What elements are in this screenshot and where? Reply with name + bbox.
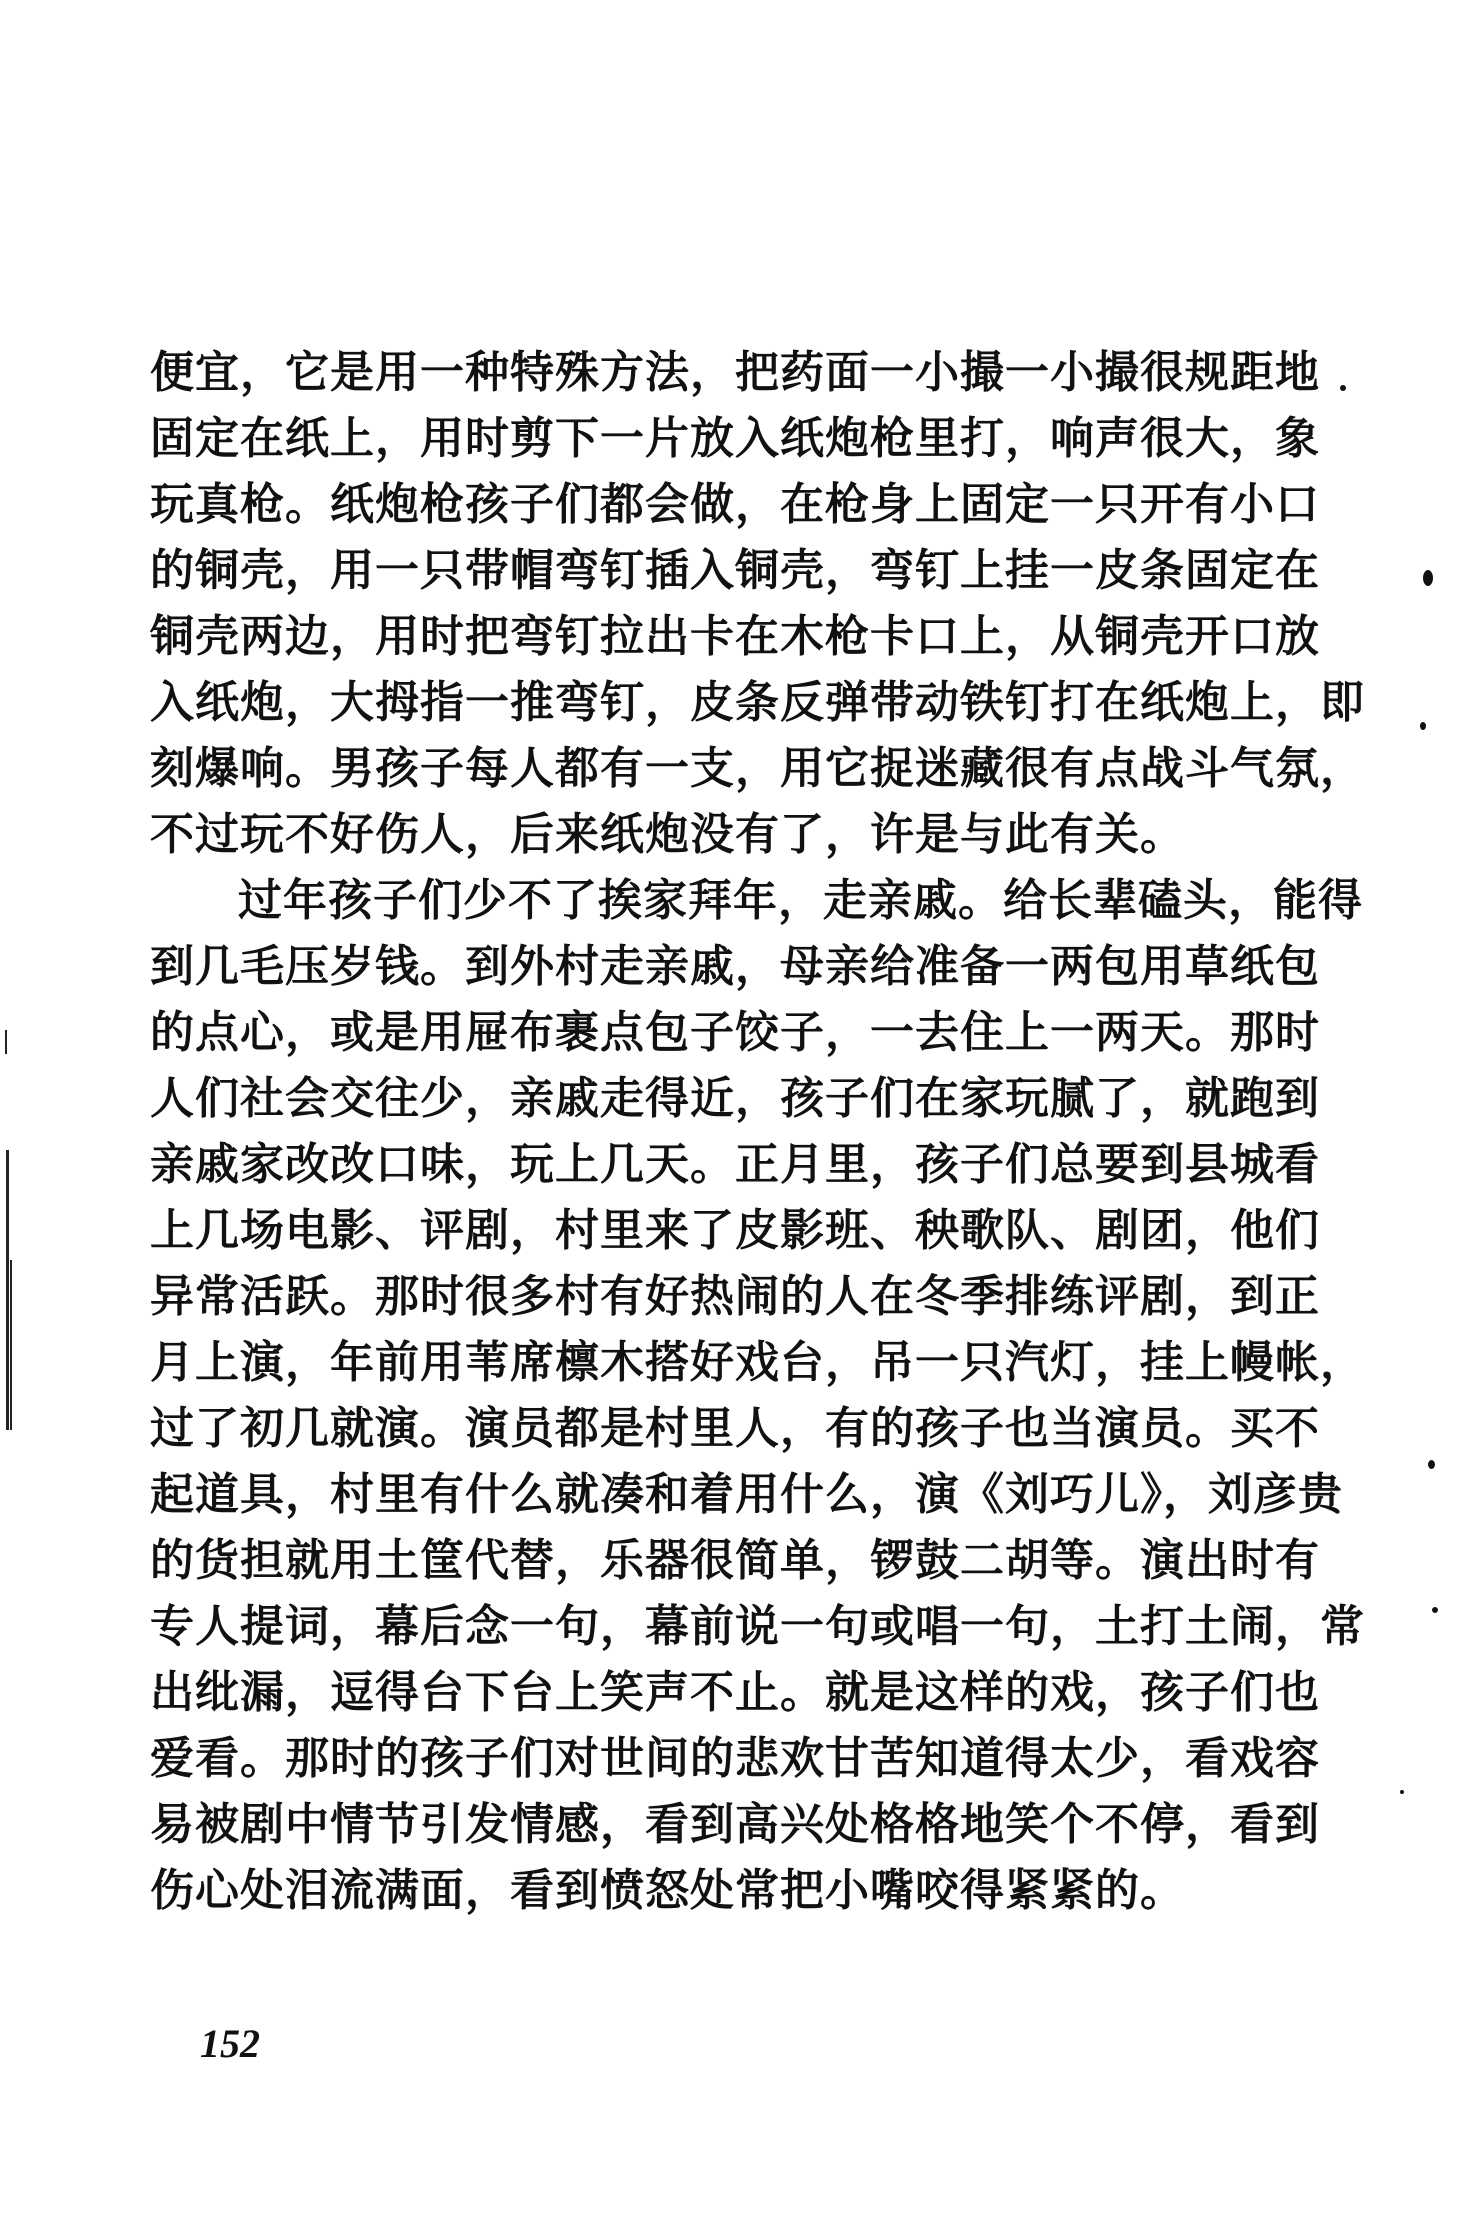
text-line: 刻爆响。男孩子每人都有一支，用它捉迷藏很有点战斗气氛，	[150, 743, 1365, 794]
text-line: 便宜，它是用一种特殊方法，把药面一小撮一小撮很规距地	[150, 347, 1320, 398]
text-line: 伤心处泪流满面，看到愤怒处常把小嘴咬得紧紧的。	[150, 1865, 1185, 1916]
text-line: 到几毛压岁钱。到外村走亲戚，母亲给准备一两包用草纸包	[150, 941, 1320, 992]
text-line: 过了初几就演。演员都是村里人，有的孩子也当演员。买不	[150, 1403, 1320, 1454]
text-line: 异常活跃。那时很多村有好热闹的人在冬季排练评剧，到正	[150, 1271, 1320, 1322]
scan-speck	[1420, 722, 1426, 730]
text-line: 铜壳两边，用时把弯钉拉出卡在木枪卡口上，从铜壳开口放	[150, 611, 1320, 662]
text-line: 亲戚家改改口味，玩上几天。正月里，孩子们总要到县城看	[150, 1139, 1320, 1190]
text-line: 专人提词，幕后念一句，幕前说一句或唱一句，土打土闹，常	[150, 1601, 1365, 1652]
text-line: 的点心，或是用屉布裹点包子饺子，一去住上一两天。那时	[150, 1007, 1320, 1058]
text-line: 入纸炮，大拇指一推弯钉，皮条反弹带动铁钉打在纸炮上，即	[150, 677, 1365, 728]
scan-speck	[1340, 385, 1346, 391]
text-line: 的货担就用土筐代替，乐器很简单，锣鼓二胡等。演出时有	[150, 1535, 1320, 1586]
scan-speck	[1428, 1460, 1435, 1469]
text-line: 玩真枪。纸炮枪孩子们都会做，在枪身上固定一只开有小口	[150, 479, 1320, 530]
text-line: 爱看。那时的孩子们对世间的悲欢甘苦知道得太少，看戏容	[150, 1733, 1320, 1784]
text-line: 上几场电影、评剧，村里来了皮影班、秧歌队、剧团，他们	[150, 1205, 1320, 1256]
scan-edge-line	[5, 1030, 7, 1054]
scan-speck	[1423, 570, 1433, 586]
scan-speck	[1432, 1607, 1438, 1613]
text-line: 不过玩不好伤人，后来纸炮没有了，许是与此有关。	[150, 809, 1185, 860]
scan-edge-line	[10, 1260, 12, 1430]
text-line: 出纰漏，逗得台下台上笑声不止。就是这样的戏，孩子们也	[150, 1667, 1320, 1718]
text-line: 易被剧中情节引发情感，看到高兴处格格地笑个不停，看到	[150, 1799, 1320, 1850]
text-line: 起道具，村里有什么就凑和着用什么，演《刘巧儿》，刘彦贵	[150, 1469, 1343, 1520]
text-line: 的铜壳，用一只带帽弯钉插入铜壳，弯钉上挂一皮条固定在	[150, 545, 1320, 596]
paragraph-first-line: 过年孩子们少不了挨家拜年，走亲戚。给长辈磕头，能得	[238, 875, 1363, 926]
text-line: 月上演，年前用苇席檩木搭好戏台，吊一只汽灯，挂上幔帐，	[150, 1337, 1365, 1388]
page-number: 152	[200, 2021, 260, 2066]
text-line: 人们社会交往少，亲戚走得近，孩子们在家玩腻了，就跑到	[150, 1073, 1320, 1124]
scan-edge-line	[6, 1150, 9, 1430]
text-line: 固定在纸上，用时剪下一片放入纸炮枪里打，响声很大，象	[150, 413, 1320, 464]
scan-speck	[1400, 1790, 1404, 1794]
body-text	[150, 340, 1365, 1924]
